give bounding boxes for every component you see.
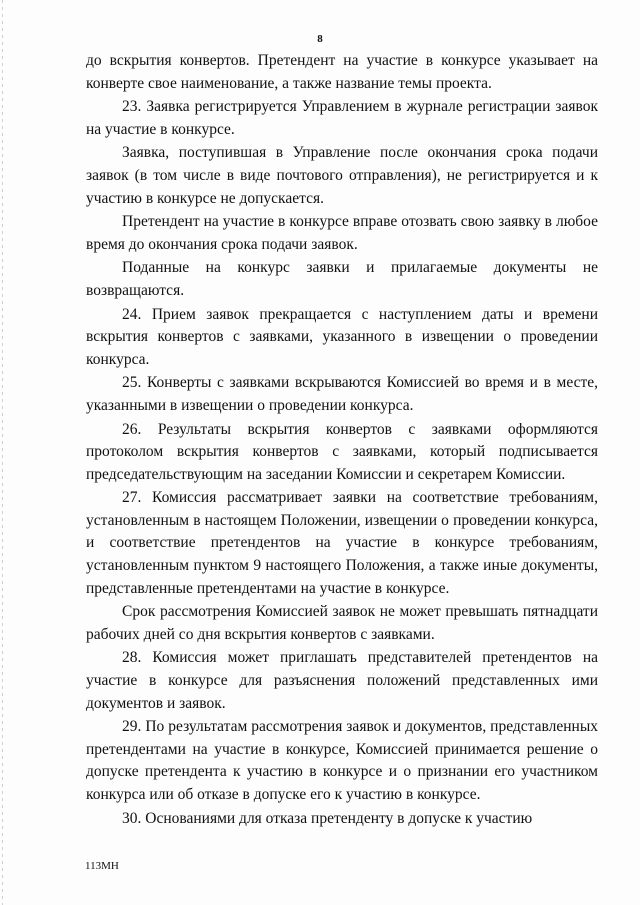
scan-edge-artifact xyxy=(2,0,3,905)
paragraph-28: 28. Комиссия может приглашать представителей претендентов на участие в конкурсе для разъяснения положений представленных ими документов и заявок. xyxy=(86,649,598,712)
paragraph-23-late-applications: Заявка, поступившая в Управление после окончания срока подачи заявок (в том числе в виде почтового отправления), не регистрируется и к участию в конкурсе не допускается. xyxy=(86,144,598,207)
paragraph-26: 26. Результаты вскрытия конвертов с заявками оформляются протоколом вскрытия конвертов с заявками, который подписывается председательствующим на заседании Комиссии и секретарем Комиссии. xyxy=(86,420,598,483)
paragraph-23-not-returned: Поданные на конкурс заявки и прилагаемые документы не возвращаются. xyxy=(86,259,598,299)
paragraph-27-review-period: Срок рассмотрения Комиссией заявок не может превышать пятнадцати рабочих дней со дня вскрытия конвертов с заявками. xyxy=(86,603,598,643)
paragraph-23: 23. Заявка регистрируется Управлением в журнале регистрации заявок на участие в конкурсе. xyxy=(86,98,598,138)
paragraph-23-withdrawal: Претендент на участие в конкурсе вправе отозвать свою заявку в любое время до окончания срока подачи заявок. xyxy=(86,213,598,253)
paragraph-27: 27. Комиссия рассматривает заявки на соответствие требованиям, установленным в настоящем Положении, извещении о проведении конкурса, и соответствие претендентов на участие в конкурсе требованиям, установленным пунктом 9 настоящего Положения, а также иные документы, представленные претендентами на участие в конкурсе. xyxy=(86,489,598,597)
paragraph-30: 30. Основаниями для отказа претенденту в допуске к участию xyxy=(122,809,533,827)
paragraph-29: 29. По результатам рассмотрения заявок и документов, представленных претендентами на участие в конкурсе, Комиссией принимается решение о допуске претендента к участию в конкурсе и о признании его участником конкурса или об отказе в допуске его к участию в конкурсе. xyxy=(86,718,598,803)
paragraph-25: 25. Конверты с заявками вскрываются Комиссией во время и в месте, указанными в извещении о проведении конкурса. xyxy=(86,374,598,414)
document-body xyxy=(86,50,598,831)
paragraph-continuation: до вскрытия конвертов. Претендент на участие в конкурсе указывает на конверте свое наименование, а также название темы проекта. xyxy=(86,52,598,92)
page-number: 8 xyxy=(317,33,323,45)
paragraph-24: 24. Прием заявок прекращается с наступлением даты и времени вскрытия конвертов с заявками, указанного в извещении о проведении конкурса. xyxy=(86,305,598,368)
footer-document-code: 113МН xyxy=(85,860,119,872)
